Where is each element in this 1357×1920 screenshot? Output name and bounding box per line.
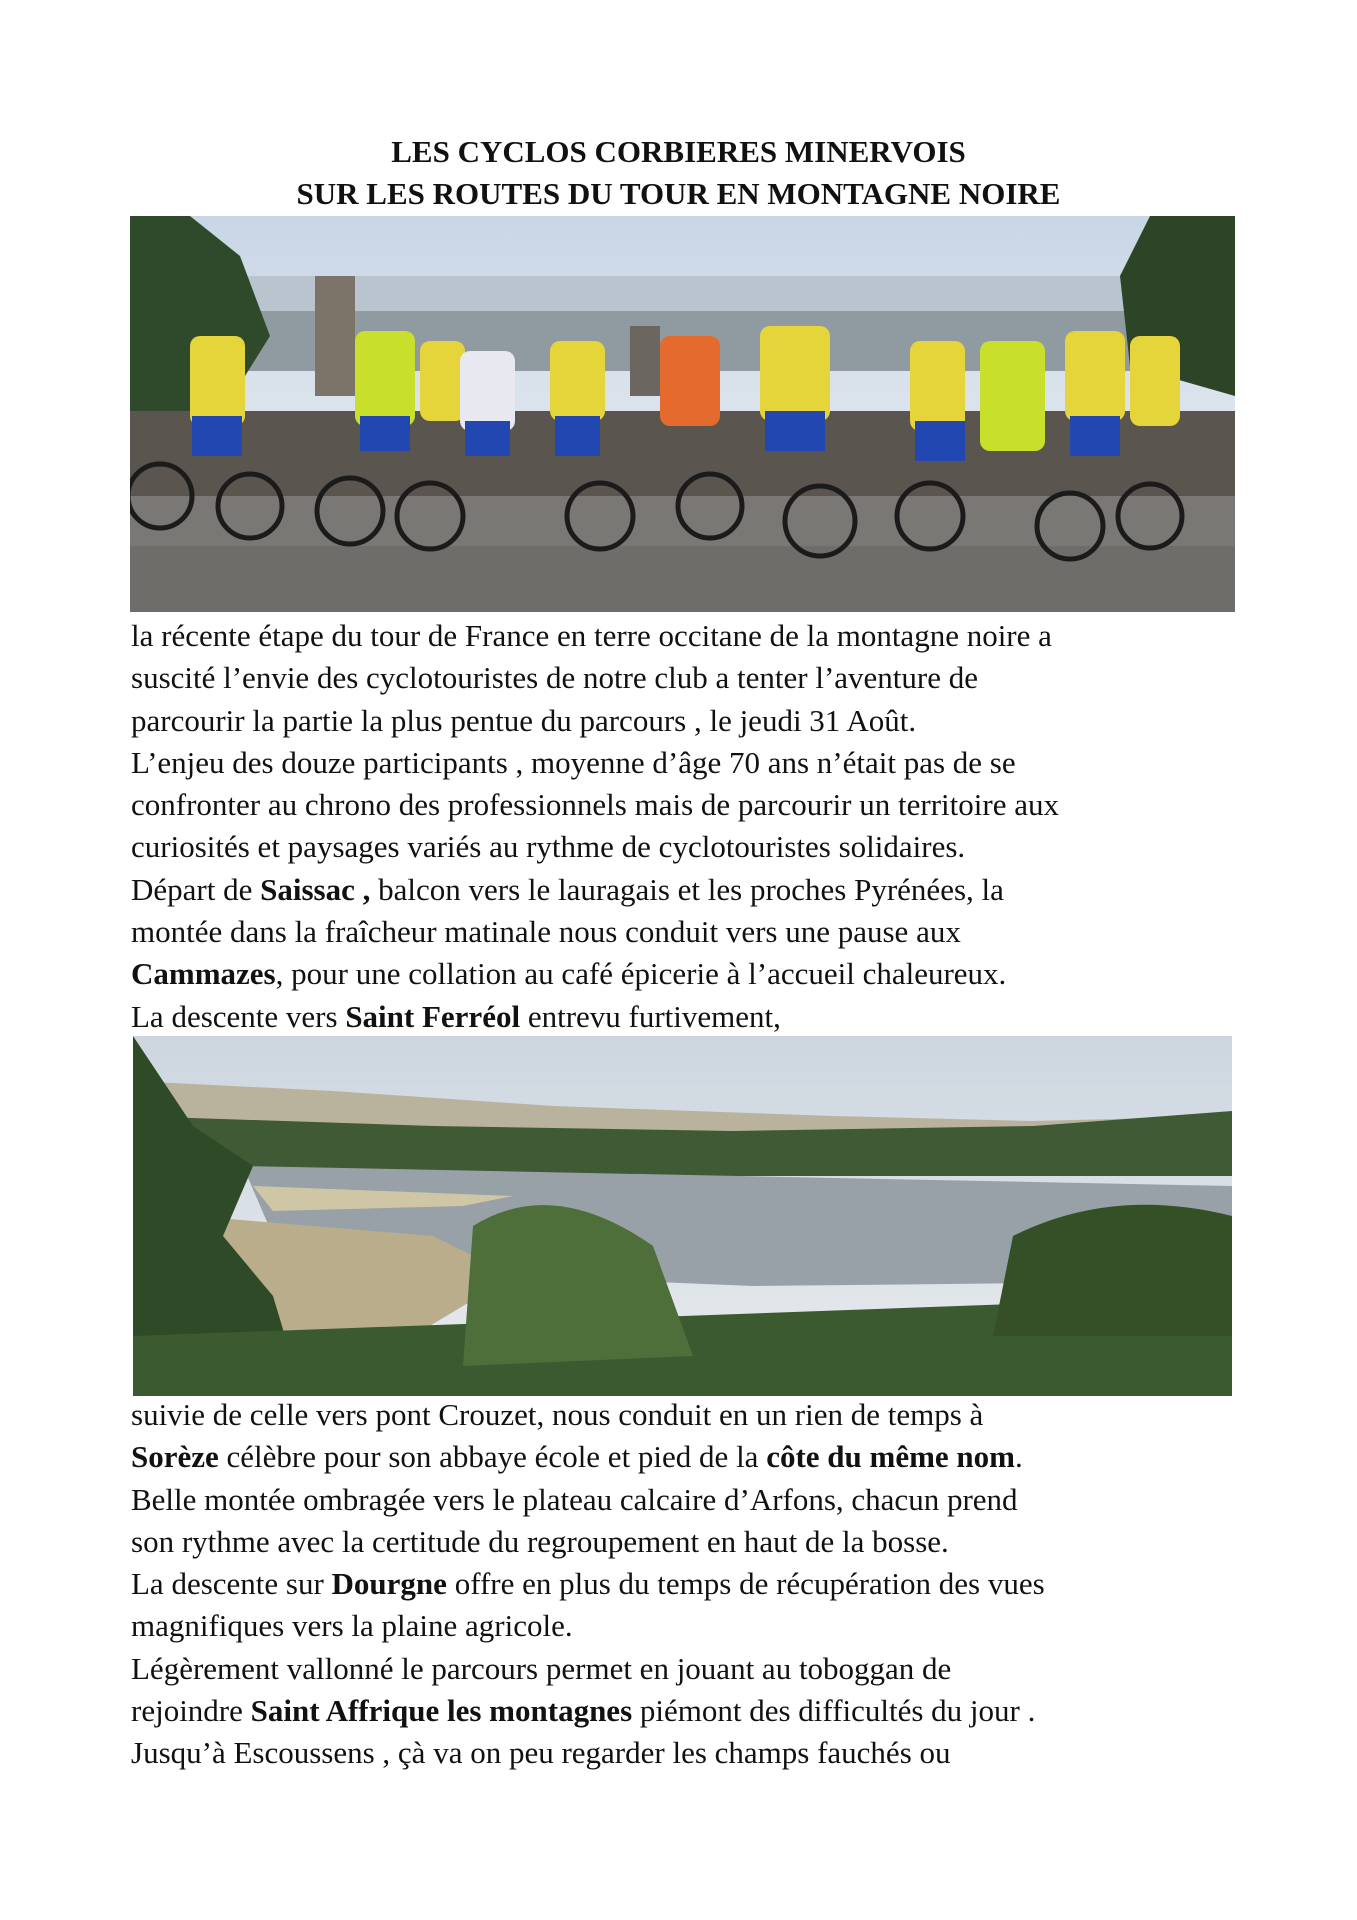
cyclists-group-photo xyxy=(130,216,1235,612)
place-name-saint-affrique: Saint Affrique les montagnes xyxy=(250,1693,633,1729)
text-line xyxy=(131,1563,1251,1605)
text-segment: célèbre pour son abbaye école et pied de la xyxy=(218,1439,767,1475)
text-segment: Départ de xyxy=(131,871,261,907)
text-line: Belle montée ombragée vers le plateau calcaire d’Arfons, chacun prend xyxy=(131,1481,1018,1517)
text-line: confronter au chrono des professionnels mais de parcourir un territoire aux xyxy=(131,787,1059,823)
place-name-saint-ferreol: Saint Ferréol xyxy=(345,998,521,1034)
text-segment: La descente sur xyxy=(131,1566,332,1602)
title-line-2: SUR LES ROUTES DU TOUR EN MONTAGNE NOIRE xyxy=(296,176,1061,211)
text-line xyxy=(131,996,1251,1038)
text-segment: La descente vers xyxy=(131,998,346,1034)
text-line: la récente étape du tour de France en terre occitane de la montagne noire a xyxy=(131,618,1052,653)
text-line: Jusqu’à Escoussens , çà va on peu regarder les champs fauchés ou xyxy=(131,1735,951,1771)
text-line: montée dans la fraîcheur matinale nous conduit vers une pause aux xyxy=(131,914,961,950)
place-name-cammazes: Cammazes xyxy=(131,956,276,992)
place-name-dourgne: Dourgne xyxy=(331,1566,447,1602)
paragraph-2 xyxy=(131,1394,1251,1775)
text-line xyxy=(131,1690,1251,1732)
paragraph-1 xyxy=(131,615,1251,1038)
text-line xyxy=(131,1436,1251,1478)
text-segment: piémont des difficultés du jour . xyxy=(632,1693,1036,1729)
text-line: L’enjeu des douze participants , moyenne d’âge 70 ans n’était pas de se xyxy=(131,744,1016,780)
text-line: magnifiques vers la plaine agricole. xyxy=(131,1608,573,1644)
text-line: curiosités et paysages variés au rythme de cyclotouristes solidaires. xyxy=(131,829,966,865)
text-segment: rejoindre xyxy=(131,1693,251,1729)
text-line xyxy=(131,869,1251,911)
place-name-saissac: Saissac , xyxy=(260,871,371,907)
text-line xyxy=(131,953,1251,995)
text-segment: offre en plus du temps de récupération des vues xyxy=(446,1566,1045,1602)
text-segment: , pour une collation au café épicerie à l’accueil chaleureux. xyxy=(275,956,1007,992)
lake-landscape-photo xyxy=(133,1036,1232,1396)
title-line-1: LES CYCLOS CORBIERES MINERVOIS xyxy=(391,134,966,169)
text-segment: . xyxy=(1015,1439,1023,1475)
text-line: suivie de celle vers pont Crouzet, nous conduit en un rien de temps à xyxy=(131,1397,984,1432)
text-line: suscité l’envie des cyclotouristes de notre club a tenter l’aventure de xyxy=(131,660,979,696)
place-name-soreze: Sorèze xyxy=(131,1439,219,1475)
emphasis-cote: côte du même nom xyxy=(766,1439,1015,1475)
text-line: parcourir la partie la plus pentue du parcours , le jeudi 31 Août. xyxy=(131,702,917,738)
text-segment: entrevu furtivement, xyxy=(520,998,781,1034)
text-line: Légèrement vallonné le parcours permet en jouant au toboggan de xyxy=(131,1650,952,1686)
text-line: son rythme avec la certitude du regroupement en haut de la bosse. xyxy=(131,1523,949,1559)
text-segment: balcon vers le lauragais et les proches Pyrénées, la xyxy=(370,871,1004,907)
